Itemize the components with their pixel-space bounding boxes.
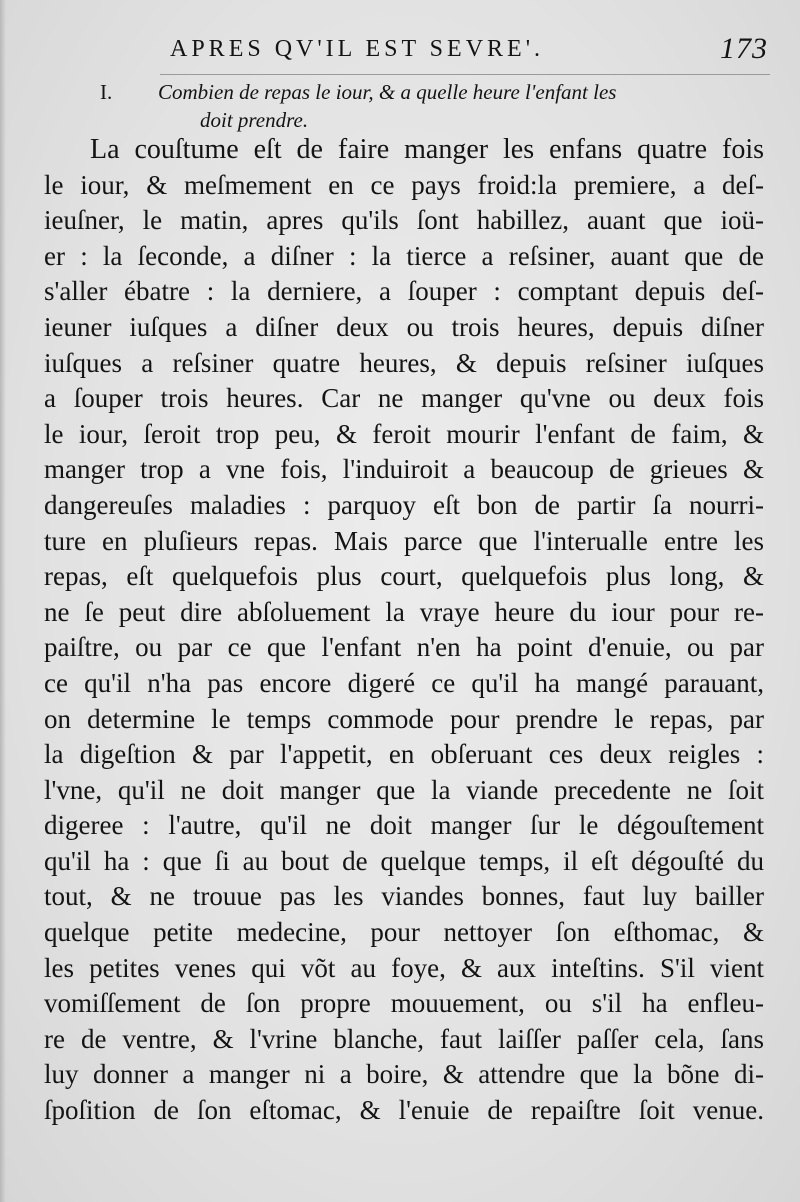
body-text xyxy=(44,132,764,1129)
text-line: tout, & ne trouue pas les viandes bonnes, faut luy bailler xyxy=(44,881,764,912)
running-head xyxy=(170,30,768,70)
text-line: le iour, & meſmement en ce pays froid:la premiere, a deſ- xyxy=(44,169,764,200)
text-line: er : la ſeconde, a diſner : la tierce a reſsiner, auant que de xyxy=(44,240,764,271)
text-line: la digeſtion & par l'appetit, en obſeruant ces deux reigles : xyxy=(44,739,764,770)
running-head-title: APRES QV'IL EST SEVRE'. xyxy=(170,36,545,62)
section-heading-text-1: Combien de repas le iour, & a quelle heure l'enfant les xyxy=(158,80,617,104)
text-line: La couſtume eſt de faire manger les enfans quatre fois xyxy=(90,134,764,165)
text-line: ne ſe peut dire abſoluement la vraye heure du iour pour re- xyxy=(44,596,764,627)
text-line: l'vne, qu'il ne doit manger que la viande precedente ne ſoit xyxy=(44,774,764,805)
text-line: manger trop a vne fois, l'induiroit a beaucoup de grieues & xyxy=(44,454,764,485)
text-line: les petites venes qui võt au foye, & aux inteſtins. S'il vient xyxy=(44,952,764,983)
text-line: re de ventre, & l'vrine blanche, faut laiſſer paſſer cela, ſans xyxy=(44,1023,764,1054)
text-line: le iour, ſeroit trop peu, & feroit mourir l'enfant de faim, & xyxy=(44,418,764,449)
text-line: repas, eſt quelquefois plus court, quelquefois plus long, & xyxy=(44,561,764,592)
section-heading-line-1 xyxy=(100,78,740,106)
text-line: ieuner iuſques a diſner deux ou trois heures, depuis diſner xyxy=(44,311,764,342)
text-line: vomiſſement de ſon propre mouuement, ou s'il ha enfleu- xyxy=(44,988,764,1019)
text-line: ſpoſition de ſon eſtomac, & l'enuie de repaiſtre ſoit venue. xyxy=(44,1095,764,1126)
header-rule xyxy=(160,74,770,75)
text-line: dangereuſes maladies : parquoy eſt bon de partir ſa nourri- xyxy=(44,489,764,520)
text-line: luy donner a manger ni a boire, & attendre que la bõne di- xyxy=(44,1059,764,1090)
section-heading xyxy=(100,78,740,134)
section-number: I. xyxy=(100,80,113,104)
text-line: ture en pluſieurs repas. Mais parce que l'interualle entre les xyxy=(44,525,764,556)
page-number: 173 xyxy=(720,32,768,65)
text-line: quelque petite medecine, pour nettoyer ſon eſthomac, & xyxy=(44,917,764,948)
section-heading-line-2: doit prendre. xyxy=(200,108,309,132)
text-line: digeree : l'autre, qu'il ne doit manger ſur le dégouſtement xyxy=(44,810,764,841)
page-gutter-shadow xyxy=(0,0,6,1202)
text-line: a ſouper trois heures. Car ne manger qu'vne ou deux fois xyxy=(44,383,764,414)
text-line: qu'il ha : que ſi au bout de quelque temps, il eſt dégouſté du xyxy=(44,845,764,876)
text-line: ieuſner, le matin, apres qu'ils ſont habillez, auant que ioü- xyxy=(44,205,764,236)
text-line: paiſtre, ou par ce que l'enfant n'en ha point d'enuie, ou par xyxy=(44,632,764,663)
text-line: ce qu'il n'ha pas encore digeré ce qu'il ha mangé parauant, xyxy=(44,667,764,698)
text-line: iuſques a reſsiner quatre heures, & depuis reſsiner iuſques xyxy=(44,347,764,378)
text-line: s'aller ébatre : la derniere, a ſouper : comptant depuis deſ- xyxy=(44,276,764,307)
text-line: on determine le temps commode pour prendre le repas, par xyxy=(44,703,764,734)
